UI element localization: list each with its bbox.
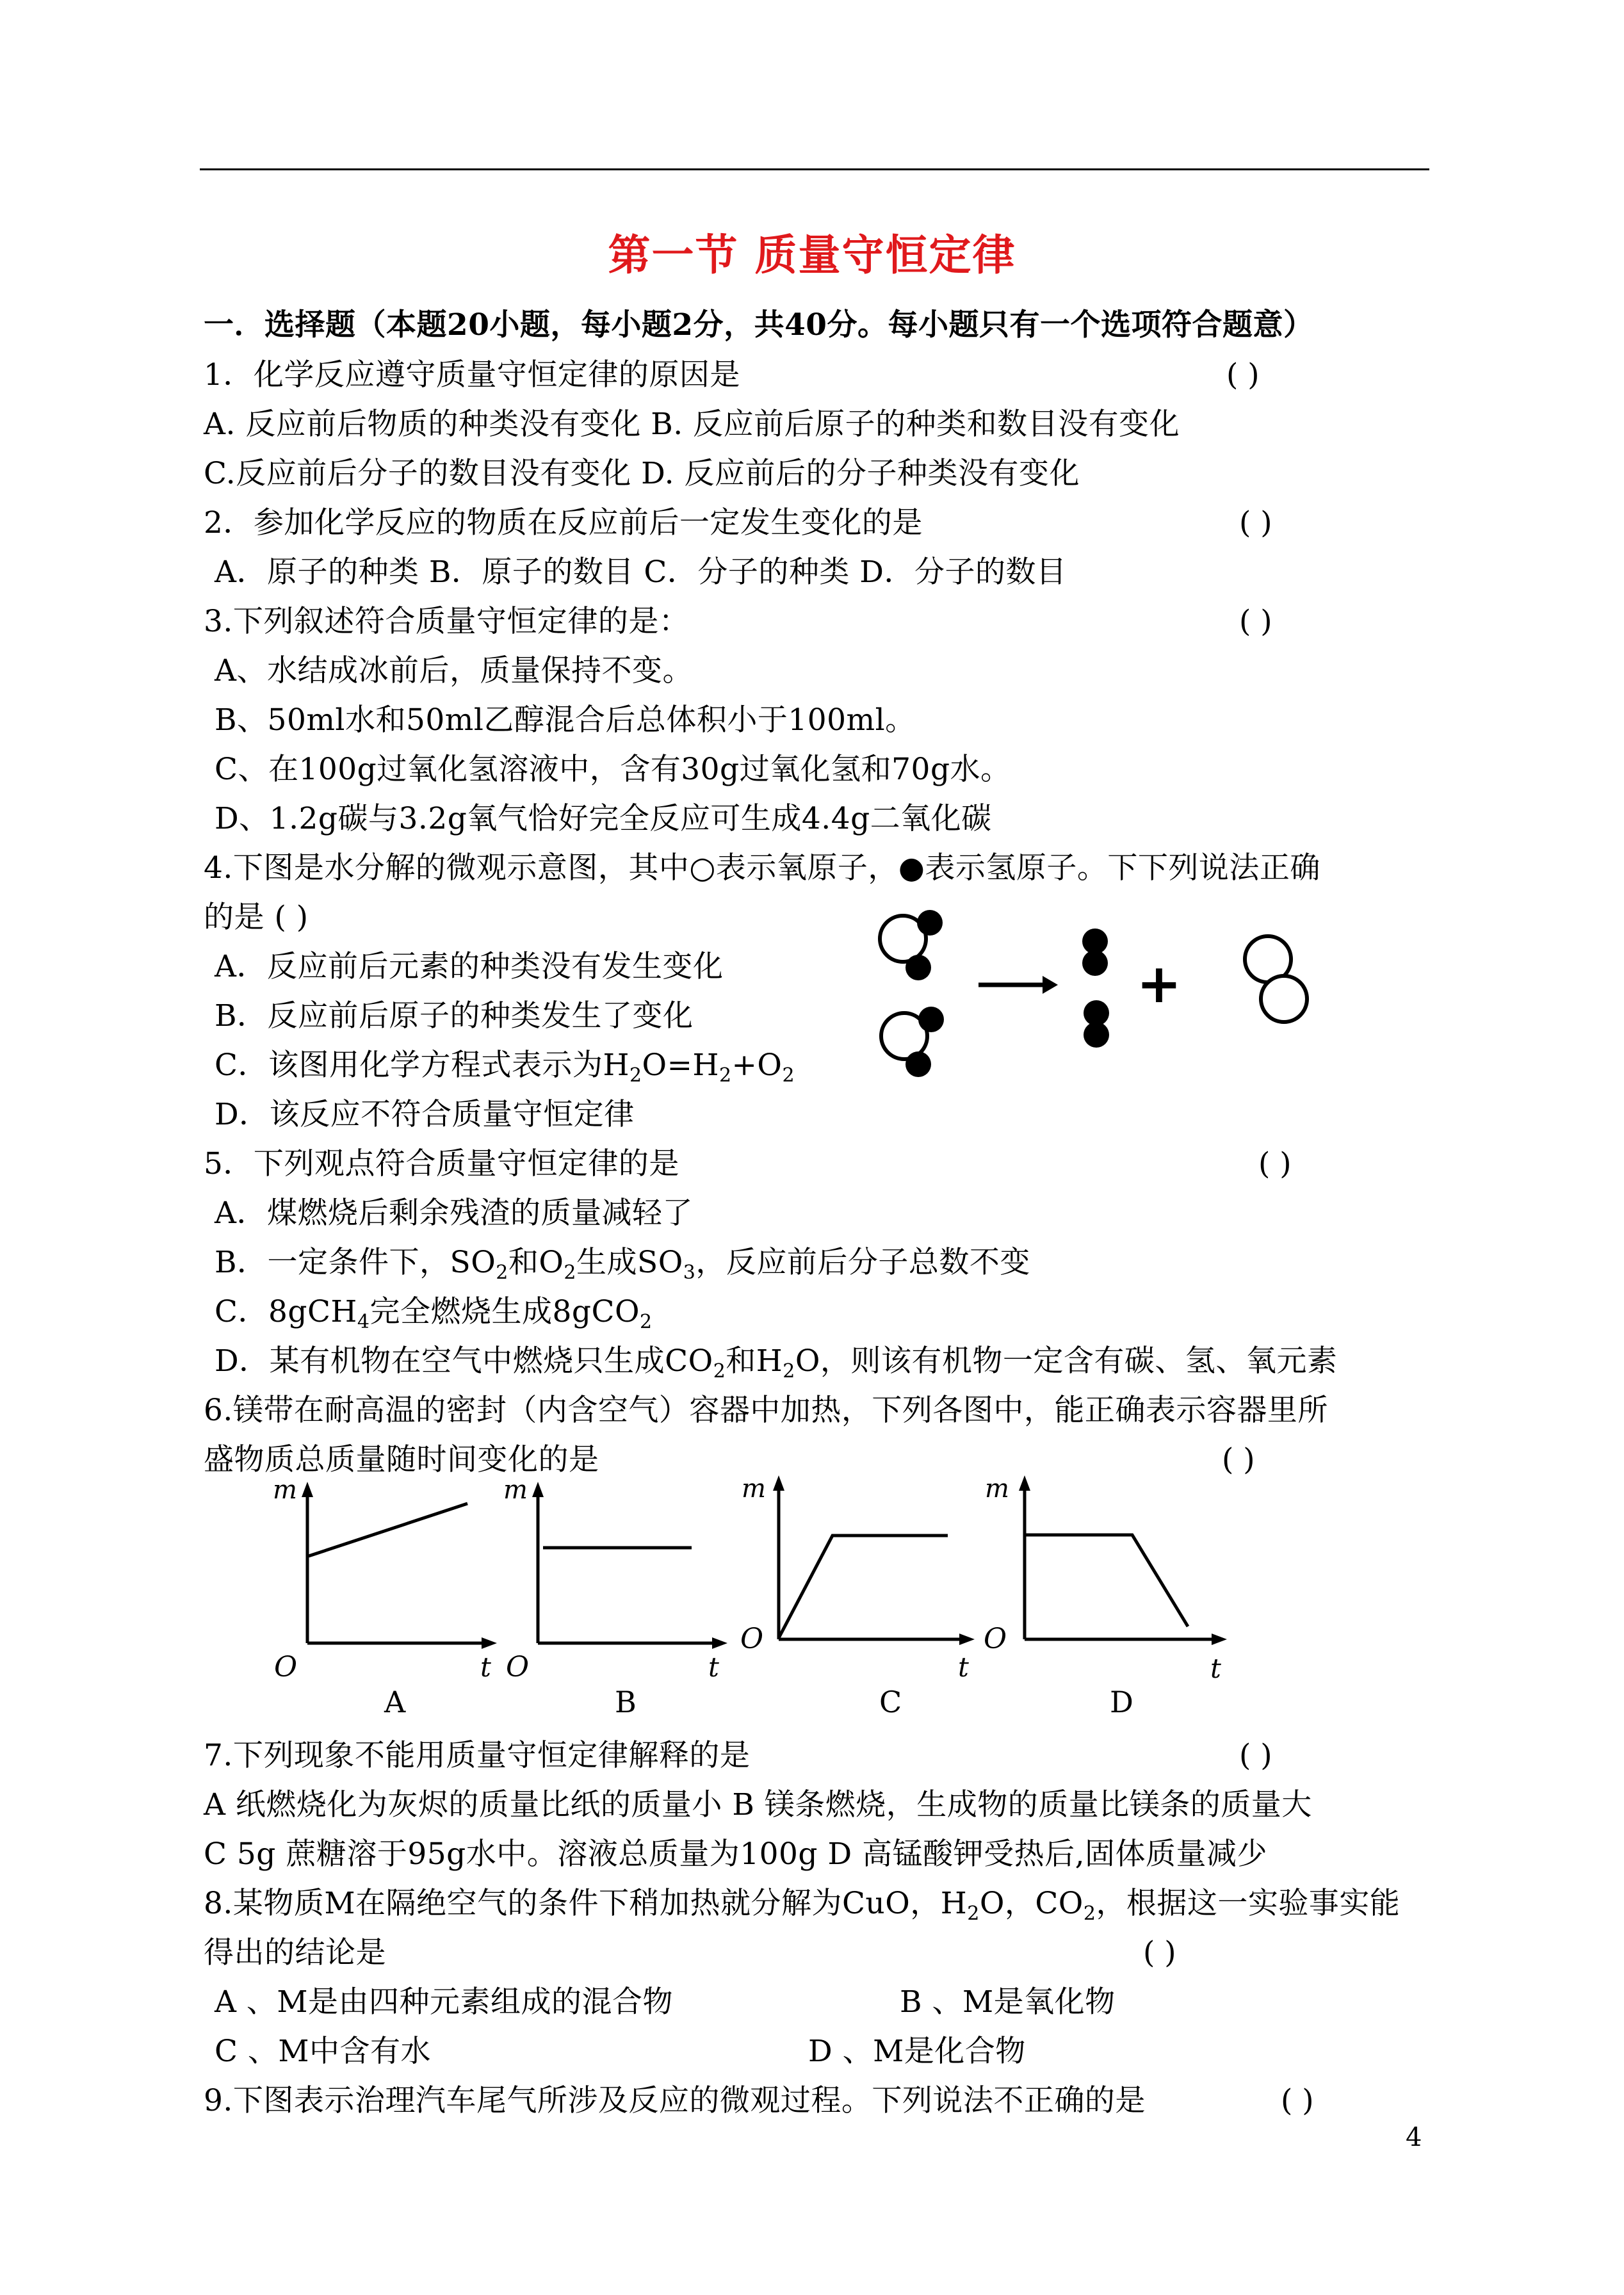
origin-label: O xyxy=(740,1623,764,1655)
q2-answer-paren: ( ) xyxy=(1239,505,1272,540)
axis-t-label: t xyxy=(1210,1653,1221,1684)
mass-line xyxy=(779,1536,948,1638)
axis-t-label: t xyxy=(708,1651,719,1683)
q3-option-a: A、水结成冰前后，质量保持不变。 xyxy=(215,653,693,688)
q2-options: A．原子的种类 B．原子的数目 C．分子的种类 D．分子的数目 xyxy=(215,555,1067,590)
reaction-arrow-head xyxy=(1043,976,1058,994)
axis-m-label: m xyxy=(742,1474,766,1504)
q8-option-d: D 、M是化合物 xyxy=(808,2034,1026,2069)
q5-stem: 5．下列观点符合质量守恒定律的是 xyxy=(204,1146,679,1181)
graph-d xyxy=(980,1466,1236,1684)
q5-answer-paren: ( ) xyxy=(1258,1146,1292,1181)
q4-option-c: C．该图用化学方程式表示为$H_2O=H_2+O_2$ xyxy=(215,1048,795,1087)
q7-options-cd: C 5g 蔗糖溶于95g水中。溶液总质量为100g D 高锰酸钾受热后,固体质量减少 xyxy=(204,1837,1268,1872)
q7-options-ab: A 纸燃烧化为灰烬的质量比纸的质量小 B 镁条燃烧，生成物的质量比镁条的质量大 xyxy=(204,1787,1312,1822)
q3-stem: 3.下列叙述符合质量守恒定律的是： xyxy=(204,604,690,639)
hydrogen-atom xyxy=(1082,950,1108,976)
q8-stem-line1: 8.某物质M在隔绝空气的条件下稍加热就分解为CuO，$H_2O$，$CO_2$，根据这一实验事实能 xyxy=(204,1886,1401,1925)
q2-stem: 2．参加化学反应的物质在反应前后一定发生变化的是 xyxy=(204,505,923,540)
q1-options-cd: C.反应前后分子的数目没有变化 D. 反应前后的分子种类没有变化 xyxy=(204,456,1080,491)
q8-answer-paren: ( ) xyxy=(1143,1935,1176,1970)
q3-answer-paren: ( ) xyxy=(1239,604,1272,639)
q4-option-d: D．该反应不符合质量守恒定律 xyxy=(215,1097,635,1132)
mass-line xyxy=(309,1504,467,1556)
graph-b xyxy=(499,1473,730,1684)
q8-stem-line2: 得出的结论是 xyxy=(204,1935,386,1970)
hydrogen-atom xyxy=(917,910,943,936)
origin-label: O xyxy=(274,1651,298,1683)
q8-option-c: C 、M中含有水 xyxy=(215,2034,432,2069)
q8-option-a: A 、M是由四种元素组成的混合物 xyxy=(215,1984,674,2020)
q1-answer-paren: ( ) xyxy=(1226,357,1260,393)
q6-answer-paren: ( ) xyxy=(1222,1442,1255,1477)
hydrogen-atom xyxy=(905,1051,931,1077)
q8-option-b: B 、M是氧化物 xyxy=(900,1984,1116,2020)
axis-m-label: m xyxy=(273,1475,297,1505)
q6-stem-line2: 盛物质总质量随时间变化的是 xyxy=(204,1442,599,1477)
q4-option-a: A．反应前后元素的种类没有发生变化 xyxy=(215,949,724,984)
plus-sign: + xyxy=(1136,952,1182,1015)
axis-m-label: m xyxy=(985,1474,1009,1504)
q4-option-b: B．反应前后原子的种类发生了变化 xyxy=(215,998,694,1034)
q4-stem-line1: 4.下图是水分解的微观示意图，其中○表示氧原子，●表示氢原子。下下列说法正确 xyxy=(204,850,1320,886)
q3-option-c: C、在100g过氧化氢溶液中，含有30g过氧化氢和70g水。 xyxy=(215,752,1011,787)
q9-answer-paren: ( ) xyxy=(1281,2083,1314,2118)
graph-a xyxy=(269,1473,499,1684)
q1-stem: 1．化学反应遵守质量守恒定律的原因是 xyxy=(204,357,740,393)
q5-option-c: C．8gCH$_4$完全燃烧生成8gCO$_2$ xyxy=(215,1294,653,1333)
graph-label-b: B xyxy=(615,1685,637,1719)
hydrogen-atom xyxy=(918,1007,944,1032)
q6-stem-line1: 6.镁带在耐高温的密封（内含空气）容器中加热，下列各图中，能正确表示容器里所 xyxy=(204,1393,1328,1428)
axis-t-label: t xyxy=(958,1651,969,1683)
q7-answer-paren: ( ) xyxy=(1239,1738,1272,1773)
section-heading: 一．选择题（本题20小题，每小题2分，共40分。每小题只有一个选项符合题意） xyxy=(204,307,1314,343)
q5-option-d: D．某有机物在空气中燃烧只生成$CO_2$和$H_2O$，则该有机物一定含有碳、氢、氧元素 xyxy=(215,1343,1338,1383)
origin-label: O xyxy=(506,1651,530,1683)
graph-label-c: C xyxy=(879,1685,902,1719)
graph-label-d: D xyxy=(1110,1685,1133,1719)
q5-option-b: B．一定条件下，$SO_2$和$O_2$生成$SO_3$，反应前后分子总数不变 xyxy=(215,1245,1030,1284)
origin-label: O xyxy=(984,1623,1007,1655)
q9-stem: 9.下图表示治理汽车尾气所涉及反应的微观过程。下列说法不正确的是 xyxy=(204,2083,1146,2118)
graph-c xyxy=(736,1466,980,1684)
water-decomposition-diagram xyxy=(871,896,1332,1108)
axis-m-label: m xyxy=(503,1475,528,1505)
q3-option-d: D、1.2g碳与3.2g氧气恰好完全反应可生成4.4g二氧化碳 xyxy=(215,801,992,836)
page-number: 4 xyxy=(1406,2123,1422,2152)
axis-t-label: t xyxy=(480,1651,491,1683)
header-rule xyxy=(200,168,1429,170)
q3-option-b: B、50ml水和50ml乙醇混合后总体积小于100ml。 xyxy=(215,702,916,738)
hydrogen-atom xyxy=(1084,1022,1109,1048)
q7-stem: 7.下列现象不能用质量守恒定律解释的是 xyxy=(204,1738,751,1773)
q5-option-a: A．煤燃烧后剩余残渣的质量减轻了 xyxy=(215,1196,693,1231)
page-title: 第一节 质量守恒定律 xyxy=(608,230,1016,280)
mass-line xyxy=(1026,1535,1188,1626)
graph-label-a: A xyxy=(384,1685,406,1719)
oxygen-atom xyxy=(1261,976,1307,1022)
q4-stem-line2: 的是 ( ) xyxy=(204,900,309,935)
hydrogen-atom xyxy=(905,955,931,980)
q1-options-ab: A. 反应前后物质的种类没有变化 B. 反应前后原子的种类和数目没有变化 xyxy=(204,407,1180,442)
